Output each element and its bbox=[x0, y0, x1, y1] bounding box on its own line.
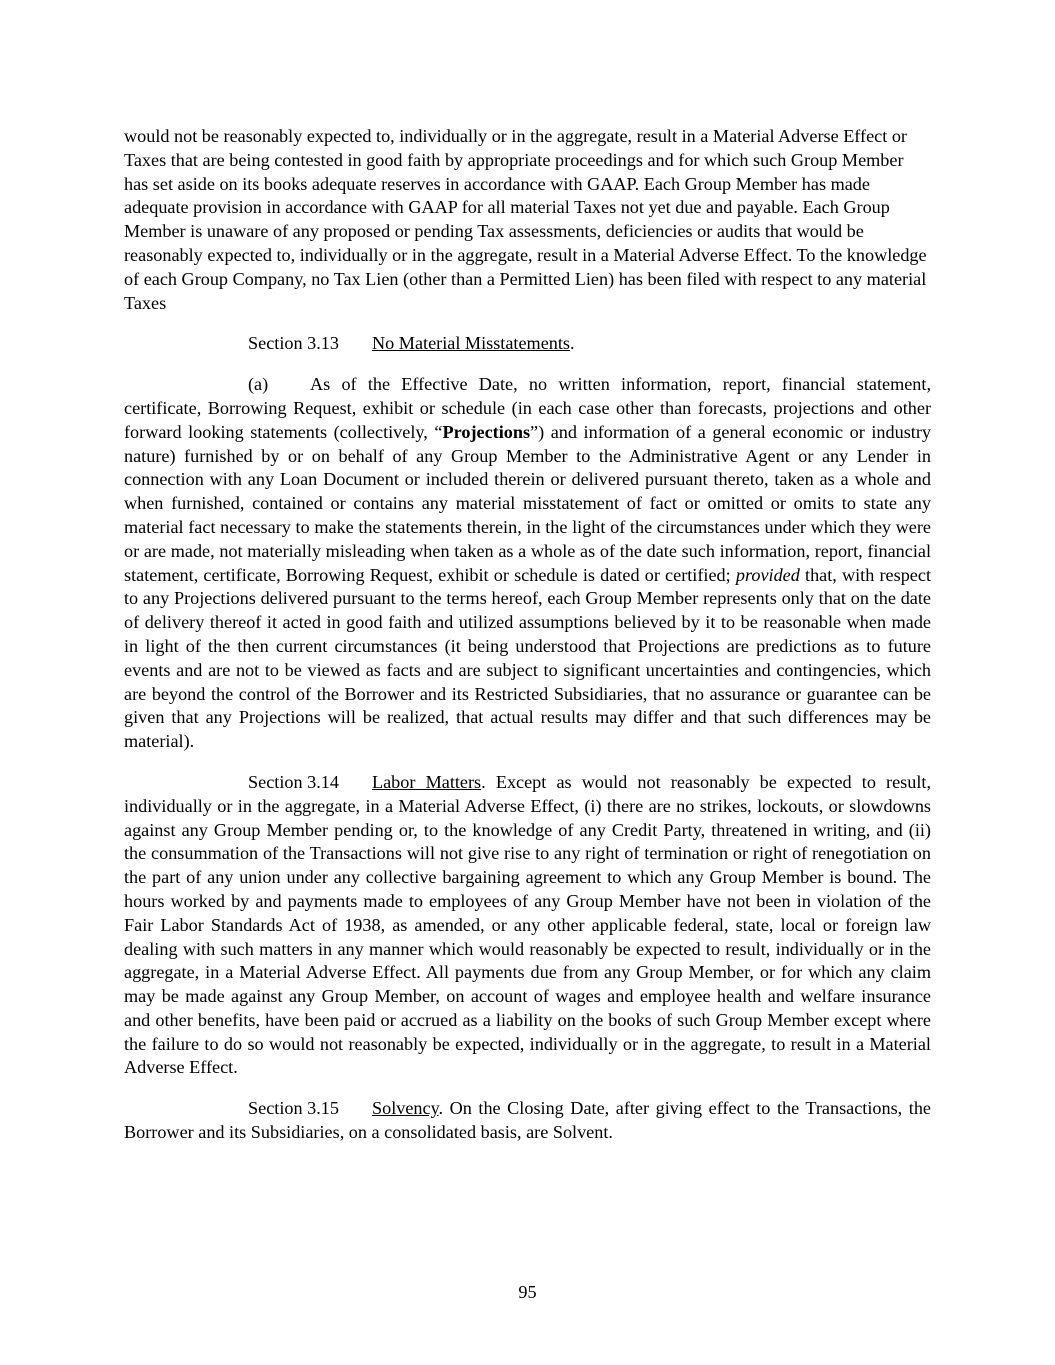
clause-label: (a) bbox=[248, 374, 269, 395]
provided-term: provided bbox=[735, 564, 800, 585]
section-title: Labor Matters bbox=[372, 771, 482, 792]
defined-term-projections: Projections bbox=[442, 421, 531, 442]
clause-text-1: As of the Effective Date, no written information, report, financial statement, certificate, Borrowing Request, exhibit or schedule (in each case other than forecasts, projections and other forward looking statements (collectively, “ bbox=[124, 374, 931, 442]
section-body: . On the Closing Date, after giving effect to the Transactions, the Borrower and its Subsidiaries, on a consolidated basis, are Solvent. bbox=[124, 1098, 931, 1143]
page-number: 95 bbox=[518, 1282, 537, 1302]
section-3-14-paragraph bbox=[124, 771, 931, 1080]
section-title-punct: . bbox=[570, 333, 575, 354]
section-3-13-a-paragraph bbox=[124, 373, 931, 754]
section-number: Section 3.14 bbox=[248, 771, 339, 792]
clause-text-2: ”) and information of a general economic or industry nature) furnished by or on behalf of any Group Member to the Administrative Agent or any Lender in connection with any Loan Document or included therein or delivered pursuant thereto, taken as a whole and when furnished, contained or contains any material misstatement of fact or omitted or omits to state any material fact necessary to make the statements therein, in the light of the circumstances under which they were or are made, not materially misleading when taken as a whole as of the date such information, report, financial statement, certificate, Borrowing Request, exhibit or schedule is dated or certified; bbox=[124, 421, 931, 585]
section-number: Section 3.13 bbox=[248, 333, 339, 354]
section-3-13-heading bbox=[248, 332, 931, 356]
section-body: . Except as would not reasonably be expected to result, individually or in the aggregate, in a Material Adverse Effect, (i) there are no strikes, lockouts, or slowdowns against any Group Member pending or, to the knowledge of any Credit Party, threatened in writing, and (ii) the consummation of the Transactions will not give rise to any right of termination or right of renegotiation on the part of any union under any collective bargaining agreement to which any Group Member is bound. The hours worked by and payments made to employees of any Group Member have not been in violation of the Fair Labor Standards Act of 1938, as amended, or any other applicable federal, state, local or foreign law dealing with such matters in any manner which would reasonably be expected to result, individually or in the aggregate, in a Material Adverse Effect. All payments due from any Group Member, or for which any claim may be made against any Group Member, on account of wages and employee health and welfare insurance and other benefits, have been paid or accrued as a liability on the books of such Group Member except where the failure to do so would not reasonably be expected, individually or in the aggregate, to result in a Material Adverse Effect. bbox=[124, 771, 932, 1078]
section-title: No Material Misstatements bbox=[372, 333, 571, 354]
section-title: Solvency bbox=[372, 1098, 439, 1119]
document-page bbox=[124, 125, 931, 1162]
section-number: Section 3.15 bbox=[248, 1098, 339, 1119]
paragraph-taxes: would not be reasonably expected to, individually or in the aggregate, result in a Material Adverse Effect or Taxes that are being contested in good faith by appropriate proceedings and for which such Group Member has set aside on its books adequate reserves in accordance with GAAP. Each Group Member has made adequate provision in accordance with GAAP for all material Taxes not yet due and payable. Each Group Member is unaware of any proposed or pending Tax assessments, deficiencies or audits that would be reasonably expected to, individually or in the aggregate, result in a Material Adverse Effect. To the knowledge of each Group Company, no Tax Lien (other than a Permitted Lien) has been filed with respect to any material Taxes bbox=[124, 126, 927, 313]
section-3-15-paragraph bbox=[124, 1097, 931, 1145]
clause-text-3: that, with respect to any Projections delivered pursuant to the terms hereof, each Group Member represents only that on the date of delivery thereof it acted in good faith and utilized assumptions believed by it to be reasonable when made in light of the then current circumstances (it being understood that Projections are predictions as to future events and are not to be viewed as facts and are subject to significant uncertainties and contingencies, which are beyond the control of the Borrower and its Restricted Subsidiaries, that no assurance or guarantee can be given that any Projections will be realized, that actual results may differ and that such differences may be material). bbox=[124, 564, 931, 752]
